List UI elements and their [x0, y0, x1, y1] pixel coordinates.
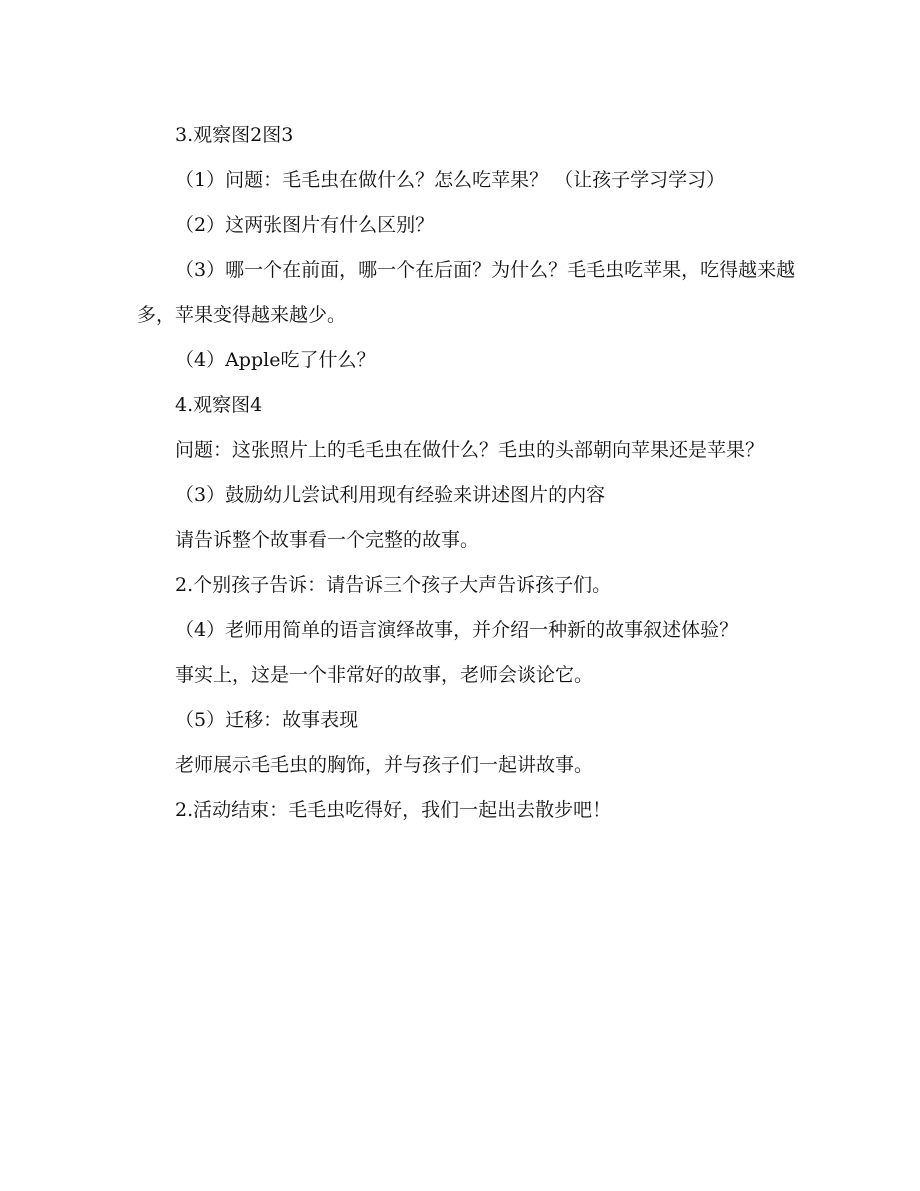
paragraph-question-1: （1）问题：毛毛虫在做什么？怎么吃苹果？ （让孩子学习学习）: [175, 169, 726, 191]
paragraph-step-4-heading: 4.观察图4: [175, 394, 263, 416]
paragraph-question-4: （4）Apple吃了什么？: [175, 349, 376, 371]
paragraph-step-3-heading: 3.观察图2图3: [175, 124, 294, 146]
paragraph-step-4-question: 问题：这张照片上的毛毛虫在做什么？毛虫的头部朝向苹果还是苹果？: [175, 439, 765, 461]
paragraph-teacher-discuss: 事实上，这是一个非常好的故事，老师会谈论它。: [175, 664, 594, 686]
paragraph-teacher-narrate: （4）老师用简单的语言演绎故事，并介绍一种新的故事叙述体验？: [175, 619, 739, 641]
paragraph-activity-end: 2.活动结束：毛毛虫吃得好，我们一起出去散步吧！: [175, 799, 612, 821]
paragraph-tell-story: 请告诉整个故事看一个完整的故事。: [175, 529, 480, 551]
document-body: [137, 113, 797, 833]
paragraph-teacher-show: 老师展示毛毛虫的胸饰，并与孩子们一起讲故事。: [175, 754, 594, 776]
paragraph-question-2: （2）这两张图片有什么区别？: [175, 214, 435, 236]
paragraph-transfer: （5）迁移：故事表现: [175, 709, 359, 731]
paragraph-encourage: （3）鼓励幼儿尝试利用现有经验来讲述图片的内容: [175, 484, 606, 506]
paragraph-question-3: （3）哪一个在前面，哪一个在后面？为什么？毛毛虫吃苹果，吃得越来越多，苹果变得越来越少。: [137, 259, 796, 326]
paragraph-individual-tell: 2.个别孩子告诉：请告诉三个孩子大声告诉孩子们。: [175, 574, 612, 596]
